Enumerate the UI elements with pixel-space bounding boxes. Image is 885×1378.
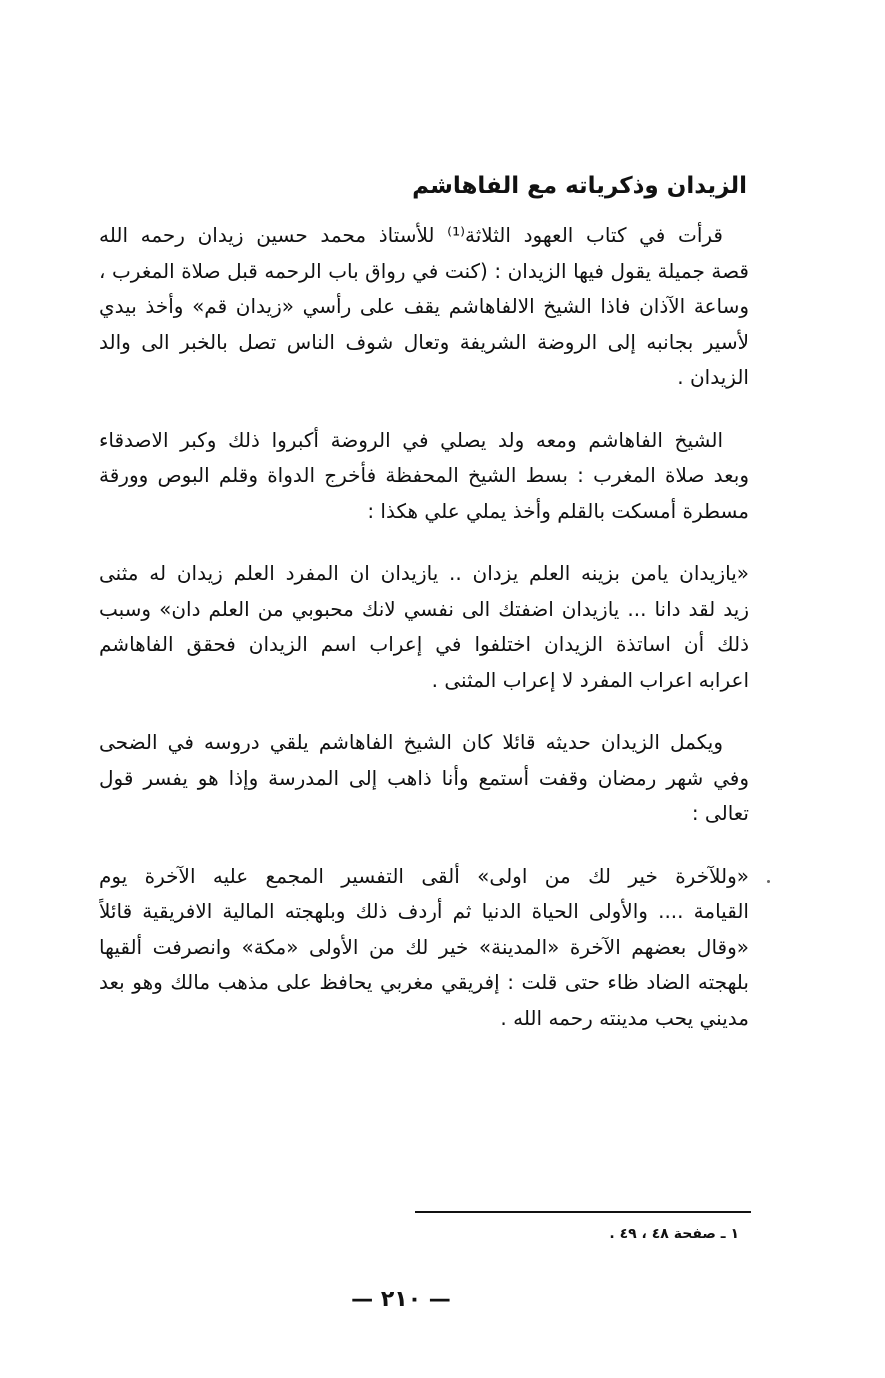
text-line: وساعة الآذان فاذا الشيخ الالفاهاشم يقف على رأسي «زيدان قم» وأخذ بيدي [99,294,749,318]
paragraph-1 [99,218,749,396]
text-line: مديني يحب مدينته رحمه الله . [500,1005,749,1030]
text-line: الشيخ الفاهاشم ومعه ولد يصلي في الروضة أكبروا ذلك وكبر الاصدقاء [99,427,723,452]
page-number: — ٢١٠ — [351,1287,451,1312]
scan-speck [767,880,770,883]
paragraph-5 [99,859,749,1037]
body-text [99,218,749,1063]
text-line: تعالى : [691,801,749,825]
text-line: بلهجته الضاد ظاء حتى قلت : إفريقي مغربي يحافظ على مذهب مالك وهو بعد [99,970,749,994]
text-line: ويكمل الزيدان حديثه قائلا كان الشيخ الفاهاشم يلقي دروسه في الضحى [99,730,723,754]
text-line: قصة جميلة يقول فيها الزيدان : (كنت في رواق باب الرحمه قبل صلاة المغرب ، [99,258,749,283]
text-line: مسطرة أمسكت بالقلم وأخذ يملي علي هكذا : [367,498,749,523]
text-line: «وقال بعضهم الآخرة «المدينة» خير لك من الأولى «مكة» وانصرفت ألقيها [99,934,749,959]
footnote-divider [415,1211,751,1213]
text-line: وفي شهر رمضان وقفت أستمع وأنا ذاهب إلى المدرسة وإذا هو يفسر قول [99,765,749,790]
text-line: ذلك أن اساتذة الزيدان اختلفوا في إعراب اسم الزيدان فحقق الفاهاشم [99,632,749,656]
text-line: القيامة .... والأولى الحياة الدنيا ثم أردف ذلك وبلهجته المالية الافريقية قائلاً [99,899,749,923]
text-line: الزيدان . [677,365,749,389]
paragraph-2 [99,423,749,530]
text-line: اعرابه اعراب المفرد لا إعراب المثنى . [431,667,749,692]
text-line: وبعد صلاة المغرب : بسط الشيخ المحفظة فأخرج الدواة وقلم البوص وورقة [99,463,749,487]
text-line: قرأت في كتاب العهود الثلاثة⁽¹⁾ للأستاذ محمد حسين زيدان رحمه الله [99,223,723,247]
text-line: زيد لقد دانا ... يازيدان اضفتك الى نفسي لانك محبوبي من العلم دان» وسبب [99,596,749,621]
footnote: ١ ـ صفحة ٤٨ ، ٤٩ . [609,1226,739,1242]
section-heading: الزيدان وذكرياته مع الفاهاشم [412,173,747,199]
paragraph-3 [99,556,749,698]
text-line: «يازيدان يامن بزينه العلم يزدان .. يازيدان ان المفرد العلم زيدان له مثنى [99,561,749,585]
text-line: لأسير بجانبه إلى الروضة الشريفة وتعال شوف الناس تصل بالخبر الى والد [99,329,749,354]
text-line: «وللآخرة خير لك من اولى» ألقى التفسير المجمع عليه الآخرة يوم [99,863,749,888]
paragraph-4 [99,725,749,832]
